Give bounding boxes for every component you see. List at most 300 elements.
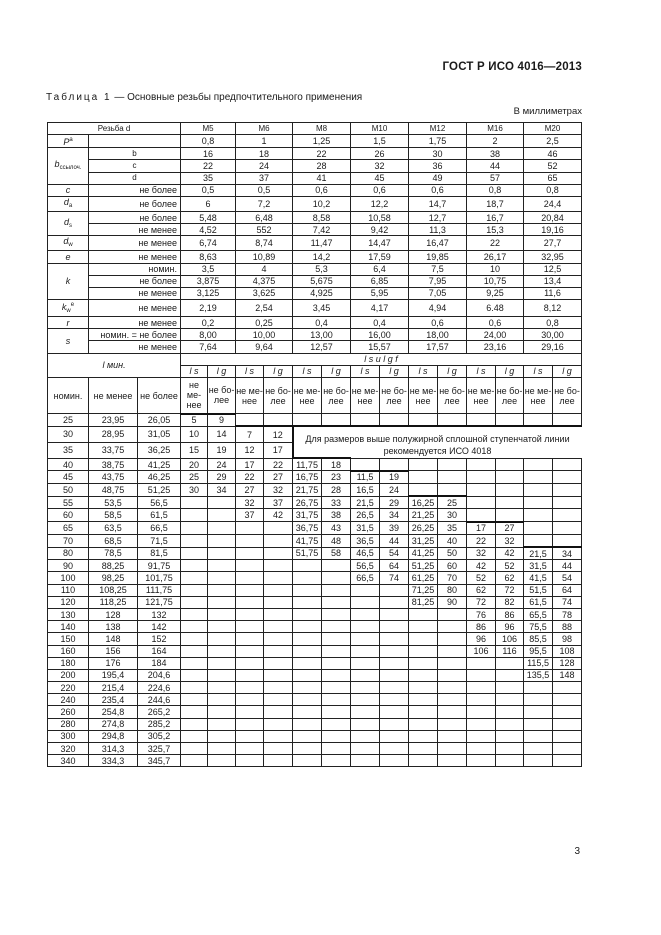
length-value: 27 [496,522,524,535]
property-condition [89,135,181,148]
property-value: 44 [467,160,524,172]
length-value [181,669,208,681]
length-cell: 68,5 [89,534,138,547]
property-value: 0,6 [351,184,409,196]
length-value [467,669,496,681]
length-value [264,560,293,572]
length-value [181,694,208,706]
length-cell: 66,5 [138,522,181,535]
property-value: 0,6 [467,317,524,329]
length-value [236,706,264,718]
property-value: 5,675 [293,275,351,287]
length-cell: 118,25 [89,596,138,608]
length-value [409,471,438,484]
length-value [351,706,380,718]
length-value: 58 [322,547,351,560]
length-value [181,718,208,730]
length-row [48,755,582,767]
length-value [496,743,524,755]
property-symbol [48,251,89,263]
length-value [467,471,496,484]
length-value [236,584,264,596]
length-value: 25 [438,496,467,509]
property-value: 8,00 [181,329,236,341]
length-value: 128 [553,657,582,669]
ls-limit-header: не ме- нее [524,378,553,414]
length-value [496,471,524,484]
l-min-header [48,353,181,377]
length-value [553,730,582,742]
length-value [322,755,351,767]
property-value: 22 [467,236,524,251]
length-value: 33 [322,496,351,509]
property-symbol [48,135,89,148]
property-value: 4,52 [181,224,236,236]
property-value: 22 [181,160,236,172]
property-value: 0,8 [524,317,582,329]
length-value [380,414,409,427]
property-value: 30 [409,148,467,160]
length-value [438,682,467,694]
length-value [467,509,496,522]
ls-label: l s [533,366,543,377]
thread-table [47,122,582,767]
length-cell: 88,25 [89,560,138,572]
thread-name: M8 [293,123,351,135]
length-value [208,682,236,694]
ls-label: l s [245,366,255,377]
length-value [236,645,264,657]
length-cell: 50 [48,484,89,497]
ls-header [293,365,322,377]
length-value [467,755,496,767]
length-value [293,743,322,755]
length-value [351,718,380,730]
symbol: d [63,216,69,227]
length-value: 14 [208,426,236,442]
property-value: 8,63 [181,251,236,263]
length-cell: 98,25 [89,572,138,584]
length-value: 27 [236,484,264,497]
length-value [181,496,208,509]
length-value [380,682,409,694]
length-value [293,669,322,681]
property-value: 11,6 [524,287,582,299]
length-value [553,694,582,706]
length-value: 26,5 [351,509,380,522]
length-cell: 294,8 [89,730,138,742]
length-value [181,682,208,694]
symbol: k [65,276,71,287]
length-value [293,608,322,620]
length-value [264,669,293,681]
length-value [293,657,322,669]
length-value: 37 [264,496,293,509]
length-value [351,694,380,706]
length-value [467,496,496,509]
length-value: 64 [553,584,582,596]
length-value: 106 [467,645,496,657]
length-value: 24 [380,484,409,497]
length-value [264,633,293,645]
property-value: 4,925 [293,287,351,299]
property-value: 26,17 [467,251,524,263]
length-row [48,718,582,730]
length-value [524,458,553,471]
property-row [48,160,582,172]
length-value [293,755,322,767]
length-cell: 55 [48,496,89,509]
length-value [293,584,322,596]
length-value [208,560,236,572]
length-value [322,645,351,657]
length-cell: 140 [48,621,89,633]
length-value [181,547,208,560]
property-value: 5,3 [293,263,351,275]
length-value [438,458,467,471]
length-value [293,621,322,633]
length-cell: 40 [48,458,89,471]
length-value: 51,5 [524,584,553,596]
length-cell: 31,05 [138,426,181,442]
length-value: 16,5 [351,484,380,497]
length-value [524,484,553,497]
property-symbol [48,211,89,235]
lg-header [322,365,351,377]
length-value: 90 [438,596,467,608]
length-value [351,458,380,471]
length-value [208,694,236,706]
length-cell: 265,2 [138,706,181,718]
property-value: 2,5 [524,135,582,148]
length-value [322,682,351,694]
property-value: 52 [524,160,582,172]
length-value [524,755,553,767]
property-value: 3,45 [293,300,351,317]
length-value: 62 [496,572,524,584]
length-value [351,584,380,596]
property-value: 3,625 [236,287,293,299]
length-cell: 110 [48,584,89,596]
length-cell: 300 [48,730,89,742]
length-value [208,633,236,645]
length-value: 48 [322,534,351,547]
length-value [322,414,351,427]
length-row [48,458,582,471]
property-value: 0,6 [409,184,467,196]
length-value: 41,25 [409,547,438,560]
length-row [48,596,582,608]
property-value: 24,4 [524,196,582,211]
property-value: 15,57 [351,341,409,353]
property-symbol [48,196,89,211]
length-value [181,608,208,620]
length-cell: 130 [48,608,89,620]
symbol: e [65,251,71,262]
length-row [48,572,582,584]
length-value: 42 [496,547,524,560]
thread-name: M5 [181,123,236,135]
property-condition: не менее [89,341,181,353]
length-value: 43 [322,522,351,535]
limits-header-row [48,378,582,414]
length-cell: 240 [48,694,89,706]
length-value [181,730,208,742]
length-value [322,584,351,596]
length-value [293,572,322,584]
symbol-sub: w [68,242,73,249]
length-value [438,743,467,755]
length-value [236,560,264,572]
lg-label: l g [216,366,227,377]
ls-limit-header: не ме- нее [351,378,380,414]
length-value: 31,25 [409,534,438,547]
symbol: r [66,317,70,328]
length-cell: 156 [89,645,138,657]
length-value [496,682,524,694]
length-value [208,743,236,755]
property-value: 10,58 [351,211,409,223]
lg-limit-header: не бо- лее [208,378,236,414]
lg-limit-header: не бо- лее [264,378,293,414]
length-value [236,743,264,755]
length-value [293,694,322,706]
property-value: 1,75 [409,135,467,148]
length-value: 60 [438,560,467,572]
length-value [496,706,524,718]
property-value: 7,2 [236,196,293,211]
length-cell: 45 [48,471,89,484]
property-value: 0,6 [293,184,351,196]
property-value: 12,2 [351,196,409,211]
length-row [48,509,582,522]
length-cell: 200 [48,669,89,681]
length-row [48,560,582,572]
length-value: 7 [236,426,264,442]
length-value: 52 [496,560,524,572]
length-value [524,682,553,694]
property-value: 10 [467,263,524,275]
property-value: 7,95 [409,275,467,287]
length-value [496,414,524,427]
length-value [264,743,293,755]
ls-label: l s [418,366,428,377]
property-value: 0,4 [351,317,409,329]
property-value: 1,25 [293,135,351,148]
length-value [409,755,438,767]
length-value: 51,25 [409,560,438,572]
length-value [467,682,496,694]
length-value: 19 [208,443,236,459]
length-value [351,645,380,657]
property-condition: не более [89,196,181,211]
length-value: 11,75 [293,458,322,471]
property-value: 24,00 [467,329,524,341]
length-cell: 80 [48,547,89,560]
property-value: 9,64 [236,341,293,353]
property-value: 6,4 [351,263,409,275]
property-value: 15,3 [467,224,524,236]
length-value [236,682,264,694]
length-cell: 285,2 [138,718,181,730]
length-value: 39 [380,522,409,535]
length-value [181,560,208,572]
symbol: d [63,236,69,247]
lg-header [438,365,467,377]
ls-header [236,365,264,377]
length-value: 29 [380,496,409,509]
length-value: 41,5 [524,572,553,584]
property-value: 0,4 [293,317,351,329]
lg-header [553,365,582,377]
recommendation-note: Для размеров выше полужирной сплошной ступенчатой линии рекомендуется ИСО 4018 [293,426,582,458]
property-symbol [48,317,89,329]
length-cell: 58,5 [89,509,138,522]
property-value: 7,5 [409,263,467,275]
length-value: 88 [553,621,582,633]
length-cell: 254,8 [89,706,138,718]
length-value: 116 [496,645,524,657]
length-value: 135,5 [524,669,553,681]
length-value [409,718,438,730]
length-value [524,534,553,547]
length-value [208,669,236,681]
length-value [322,560,351,572]
length-value [380,596,409,608]
length-value: 17 [264,443,293,459]
property-value: 0,8 [467,184,524,196]
length-value [208,496,236,509]
ls-header [351,365,380,377]
length-value: 65,5 [524,608,553,620]
length-value: 54 [380,547,409,560]
length-cell: 36,25 [138,443,181,459]
length-value [181,633,208,645]
property-symbol [48,236,89,251]
property-condition: не более [89,184,181,196]
length-row [48,694,582,706]
length-value [438,484,467,497]
length-value [264,645,293,657]
length-value [351,657,380,669]
property-value: 24 [236,160,293,172]
length-cell: 325,7 [138,743,181,755]
length-value: 50 [438,547,467,560]
length-value: 98 [553,633,582,645]
length-value [524,694,553,706]
property-value: 23,16 [467,341,524,353]
length-value [264,522,293,535]
length-value: 66,5 [351,572,380,584]
length-value [438,694,467,706]
property-condition: не менее [89,236,181,251]
property-value: 4,94 [409,300,467,317]
length-cell: 305,2 [138,730,181,742]
length-value [351,633,380,645]
length-value [293,706,322,718]
length-value [438,608,467,620]
length-value [264,755,293,767]
property-value: 13,00 [293,329,351,341]
length-value [409,743,438,755]
length-value [467,414,496,427]
l-min-label: l мин. [102,360,126,371]
length-cell: 120 [48,596,89,608]
length-value [467,484,496,497]
length-value [236,572,264,584]
length-value: 44 [380,534,409,547]
property-row [48,287,582,299]
length-value [409,633,438,645]
property-value: 5,95 [351,287,409,299]
length-value: 62 [467,584,496,596]
length-cell: 180 [48,657,89,669]
lg-header [208,365,236,377]
length-value [380,718,409,730]
length-row [48,426,582,442]
property-value: 3,5 [181,263,236,275]
property-value: 57 [467,172,524,184]
length-value: 32 [496,534,524,547]
symbol: c [65,185,71,196]
length-value [496,657,524,669]
property-value: 12,57 [293,341,351,353]
length-value: 12 [264,426,293,442]
property-value: 17,57 [409,341,467,353]
length-cell: 43,75 [89,471,138,484]
property-condition: номин. = не более [89,329,181,341]
length-value [264,694,293,706]
length-value [208,645,236,657]
length-cell: 30 [48,426,89,442]
property-condition: b [89,148,181,160]
property-value: 30,00 [524,329,582,341]
length-value: 86 [467,621,496,633]
symbol-sub: s [69,222,72,229]
length-value [409,669,438,681]
length-value: 34 [553,547,582,560]
length-value: 40 [438,534,467,547]
length-value [380,458,409,471]
property-value: 6 [181,196,236,211]
length-cell: 204,6 [138,669,181,681]
property-value: 16,47 [409,236,467,251]
length-cell: 195,4 [89,669,138,681]
length-value [380,706,409,718]
property-value: 4,17 [351,300,409,317]
length-value [409,730,438,742]
property-value: 0,5 [236,184,293,196]
length-value [553,509,582,522]
length-value [524,718,553,730]
ls-label: l s [302,366,312,377]
length-value: 32 [236,496,264,509]
property-condition: не более [89,275,181,287]
length-row [48,730,582,742]
length-value: 22 [467,534,496,547]
length-cell: 138 [89,621,138,633]
length-value [236,718,264,730]
length-value: 36,75 [293,522,322,535]
length-value: 31,5 [524,560,553,572]
ls-limit-header: не ме- нее [467,378,496,414]
length-value [181,534,208,547]
lg-header [380,365,409,377]
property-value: 35 [181,172,236,184]
property-value: 2 [467,135,524,148]
length-value [467,706,496,718]
ne-menee-header: не менее [89,378,138,414]
